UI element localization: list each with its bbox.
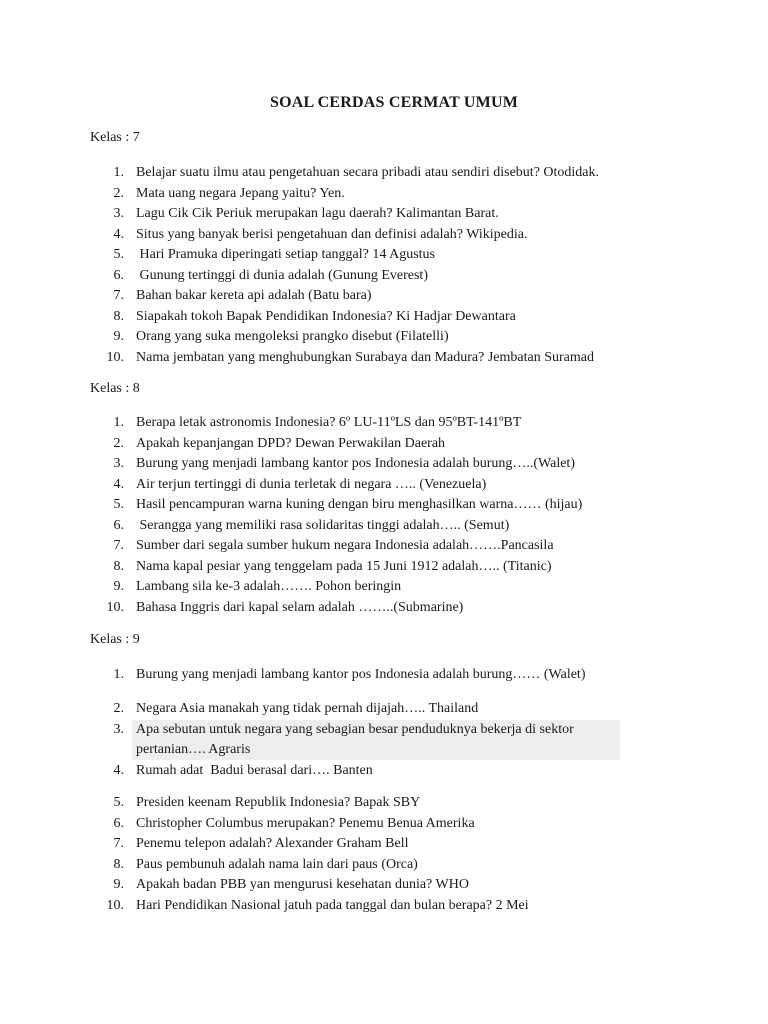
section-label-kelas-7: Kelas : 7: [90, 130, 140, 145]
list-item: [0, 475, 768, 495]
item-text: Paus pembunuh adalah nama lain dari paus (Orca): [136, 856, 418, 872]
item-text: Orang yang suka mengoleksi prangko disebut (Filatelli): [136, 329, 449, 344]
list-item: [0, 536, 768, 556]
item-number: 7.: [113, 288, 124, 303]
item-text: Burung yang menjadi lambang kantor pos Indonesia adalah burung…… (Walet): [136, 667, 586, 682]
list-item: [0, 598, 768, 618]
item-text: Nama kapal pesiar yang tenggelam pada 15 Juni 1912 adalah….. (Titanic): [136, 558, 552, 574]
item-number: 6.: [113, 267, 124, 283]
item-number: 2.: [113, 701, 124, 716]
item-number: 7.: [113, 836, 124, 851]
item-text: Bahasa Inggris dari kapal selam adalah ……..(Submarine): [136, 599, 464, 615]
list-item: [0, 434, 768, 454]
item-text: Mata uang negara Jepang yaitu? Yen.: [136, 185, 345, 201]
item-text: Apakah kepanjangan DPD? Dewan Perwakilan Daerah: [136, 435, 446, 451]
item-text: Situs yang banyak berisi pengetahuan dan definisi adalah? Wikipedia.: [136, 226, 528, 242]
list-item: [0, 577, 768, 597]
item-text: Bahan bakar kereta api adalah (Batu bara): [136, 288, 372, 303]
list-item: [0, 163, 768, 183]
document-title: SOAL CERDAS CERMAT UMUM: [269, 94, 519, 111]
item-text: Air terjun tertinggi di dunia terletak di negara ….. (Venezuela): [136, 476, 487, 492]
item-number: 6.: [113, 517, 124, 533]
list-item: [0, 855, 768, 875]
item-number: 7.: [113, 538, 124, 553]
list-item: [0, 793, 768, 813]
list-item: [0, 327, 768, 347]
item-text: Siapakah tokoh Bapak Pendidikan Indonesia? Ki Hadjar Dewantara: [136, 308, 516, 324]
item-number: 1.: [113, 667, 124, 682]
item-text: Hari Pramuka diperingati setiap tanggal? 14 Agustus: [136, 247, 435, 262]
item-text: Rumah adat Badui berasal dari…. Banten: [136, 762, 373, 778]
item-number: 4.: [113, 476, 124, 492]
list-item: [0, 204, 768, 224]
item-number: 8.: [113, 308, 124, 324]
item-number: 10.: [106, 349, 124, 365]
item-number: 6.: [113, 815, 124, 831]
item-text: Gunung tertinggi di dunia adalah (Gunung Everest): [136, 267, 428, 283]
item-number: 1.: [113, 165, 124, 180]
list-item: [0, 896, 768, 916]
item-number: 5.: [113, 247, 124, 262]
item-text: Lagu Cik Cik Periuk merupakan lagu daerah? Kalimantan Barat.: [136, 206, 499, 221]
item-text: Serangga yang memiliki rasa solidaritas tinggi adalah….. (Semut): [136, 517, 510, 533]
list-item: [0, 516, 768, 536]
item-text: Apa sebutan untuk negara yang sebagian besar penduduknya bekerja di sektor pertanian…. Agraris: [136, 721, 574, 757]
item-number: 1.: [113, 415, 124, 430]
item-number: 5.: [113, 795, 124, 810]
item-text: Hari Pendidikan Nasional jatuh pada tanggal dan bulan berapa? 2 Mei: [136, 897, 529, 913]
list-item: [0, 454, 768, 474]
item-text: Belajar suatu ilmu atau pengetahuan secara pribadi atau sendiri disebut? Otodidak.: [136, 165, 600, 180]
item-number: 3.: [113, 456, 124, 471]
item-number: 2.: [113, 435, 124, 451]
item-number: 3.: [113, 721, 124, 737]
list-item: [0, 814, 768, 834]
item-number: 5.: [113, 497, 124, 512]
item-number: 8.: [113, 856, 124, 872]
item-text: Berapa letak astronomis Indonesia? 6º LU-11ºLS dan 95ºBT-141ºBT: [136, 415, 522, 430]
item-number: 4.: [113, 762, 124, 778]
item-number: 10.: [106, 599, 124, 615]
list-item: [0, 557, 768, 577]
item-number: 8.: [113, 558, 124, 574]
list-item: [0, 699, 768, 719]
item-number: 9.: [113, 877, 124, 892]
item-number: 9.: [113, 579, 124, 594]
item-number: 2.: [113, 185, 124, 201]
item-text: Apakah badan PBB yan mengurusi kesehatan dunia? WHO: [136, 877, 469, 892]
list-item: [0, 665, 768, 685]
list-item: [0, 875, 768, 895]
item-text: Burung yang menjadi lambang kantor pos Indonesia adalah burung…..(Walet): [136, 456, 575, 471]
item-number: 3.: [113, 206, 124, 221]
list-item: [0, 834, 768, 854]
list-item-highlighted: [0, 720, 768, 760]
item-text: Negara Asia manakah yang tidak pernah dijajah….. Thailand: [136, 701, 479, 716]
item-text: Sumber dari segala sumber hukum negara Indonesia adalah…….Pancasila: [136, 538, 554, 553]
item-text: Christopher Columbus merupakan? Penemu Benua Amerika: [136, 815, 475, 831]
list-item: [0, 286, 768, 306]
list-item: [0, 413, 768, 433]
section-label-kelas-8: Kelas : 8: [90, 381, 140, 396]
list-item: [0, 307, 768, 327]
list-item: [0, 348, 768, 368]
item-text: Hasil pencampuran warna kuning dengan biru menghasilkan warna…… (hijau): [136, 497, 583, 512]
list-item: [0, 225, 768, 245]
item-number: 9.: [113, 329, 124, 344]
section-label-kelas-9: Kelas : 9: [90, 632, 140, 647]
list-item: [0, 184, 768, 204]
list-item: [0, 761, 768, 781]
item-number: 4.: [113, 226, 124, 242]
list-item: [0, 266, 768, 286]
list-item: [0, 245, 768, 265]
item-text: Penemu telepon adalah? Alexander Graham Bell: [136, 836, 409, 851]
item-number: 10.: [106, 897, 124, 913]
list-item: [0, 495, 768, 515]
item-text: Presiden keenam Republik Indonesia? Bapak SBY: [136, 795, 421, 810]
item-text: Nama jembatan yang menghubungkan Surabaya dan Madura? Jembatan Suramad: [136, 349, 594, 365]
item-text: Lambang sila ke-3 adalah……. Pohon beringin: [136, 579, 402, 594]
